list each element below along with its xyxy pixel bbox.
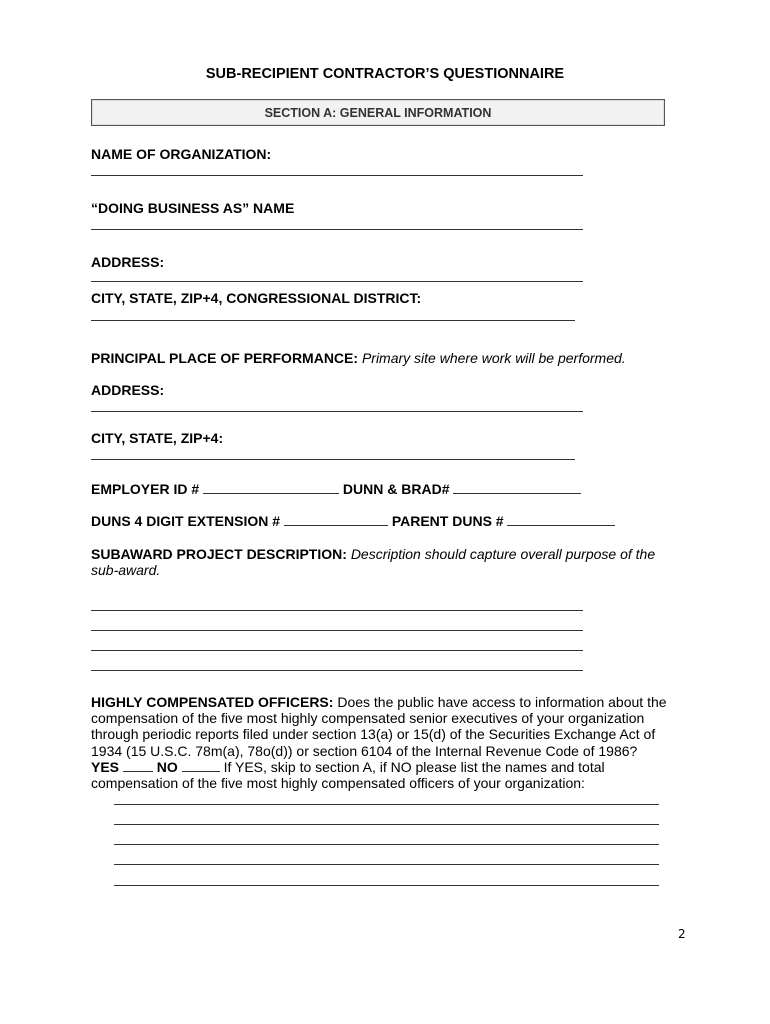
officers-line-3: through periodic reports filed under section 13(a) or 15(d) of the Securities Exchange Act of [91, 726, 656, 743]
officers-yes-no-line [91, 759, 671, 775]
duns-ext-field[interactable] [284, 513, 388, 526]
yes-label: YES [91, 758, 120, 775]
dba-name-field[interactable] [91, 229, 583, 230]
officers-line-4: 1934 (15 U.S.C. 78m(a), 78o(d)) or section 6104 of the Internal Revenue Code of 1986? [91, 742, 638, 759]
parent-duns-field[interactable] [507, 513, 615, 526]
subaward-line-1 [91, 546, 655, 562]
officer-entry-line[interactable] [114, 885, 659, 886]
duns-ext-label: DUNS 4 DIGIT EXTENSION # [91, 513, 281, 529]
document-title: SUB-RECIPIENT CONTRACTOR’S QUESTIONNAIRE [205, 66, 565, 82]
duns-line [91, 513, 615, 529]
dba-name-label: “DOING BUSINESS AS” NAME [91, 200, 295, 216]
subaward-note-1: Description should capture overall purpose of the [350, 546, 656, 562]
subaward-description-line[interactable] [91, 610, 583, 611]
no-field[interactable] [182, 759, 220, 772]
employer-id-field[interactable] [203, 481, 339, 494]
principal-place-line [91, 350, 626, 366]
city-state-zip-cd-label: CITY, STATE, ZIP+4, CONGRESSIONAL DISTRICT: [91, 290, 422, 306]
subaward-description-line[interactable] [91, 650, 583, 651]
pp-city-state-zip-label: CITY, STATE, ZIP+4: [91, 430, 224, 446]
no-label: NO [156, 758, 178, 775]
officer-entry-line[interactable] [114, 804, 659, 805]
officers-line-6: compensation of the five most highly compensated officers of your organization: [91, 775, 585, 792]
section-a-header [91, 99, 665, 126]
principal-place-label: PRINCIPAL PLACE OF PERFORMANCE: [91, 350, 359, 366]
subaward-note-2: sub-award. [91, 562, 161, 578]
subaward-description-line[interactable] [91, 630, 583, 631]
employer-id-line [91, 481, 581, 497]
officers-label: HIGHLY COMPENSATED OFFICERS: [91, 694, 334, 710]
principal-place-note: Primary site where work will be performed. [361, 350, 626, 366]
officers-line-2: compensation of the five most highly compensated senior executives of your organization [91, 710, 645, 727]
address-field[interactable] [91, 281, 583, 282]
officers-line-1: Does the public have access to information about the [337, 694, 667, 710]
dunn-brad-field[interactable] [453, 481, 581, 494]
pp-city-state-zip-field[interactable] [91, 459, 575, 460]
subaward-label: SUBAWARD PROJECT DESCRIPTION: [91, 546, 347, 562]
employer-id-label: EMPLOYER ID # [91, 481, 200, 497]
parent-duns-label: PARENT DUNS # [391, 513, 504, 529]
pp-address-label: ADDRESS: [91, 382, 165, 398]
city-state-zip-cd-field[interactable] [91, 320, 575, 321]
officer-entry-line[interactable] [114, 824, 659, 825]
pp-address-field[interactable] [91, 411, 583, 412]
section-a-label: SECTION A: GENERAL INFORMATION [264, 106, 492, 120]
dunn-brad-label: DUNN & BRAD# [342, 481, 450, 497]
subaward-description-line[interactable] [91, 670, 583, 671]
officers-paragraph [91, 694, 671, 791]
officers-line-5: If YES, skip to section A, if NO please list the names and total [223, 758, 605, 775]
org-name-field[interactable] [91, 175, 583, 176]
officer-entry-line[interactable] [114, 864, 659, 865]
org-name-label: NAME OF ORGANIZATION: [91, 146, 272, 162]
yes-field[interactable] [123, 759, 153, 772]
address-label: ADDRESS: [91, 254, 165, 270]
officer-entry-line[interactable] [114, 844, 659, 845]
page-number: 2 [678, 927, 686, 941]
